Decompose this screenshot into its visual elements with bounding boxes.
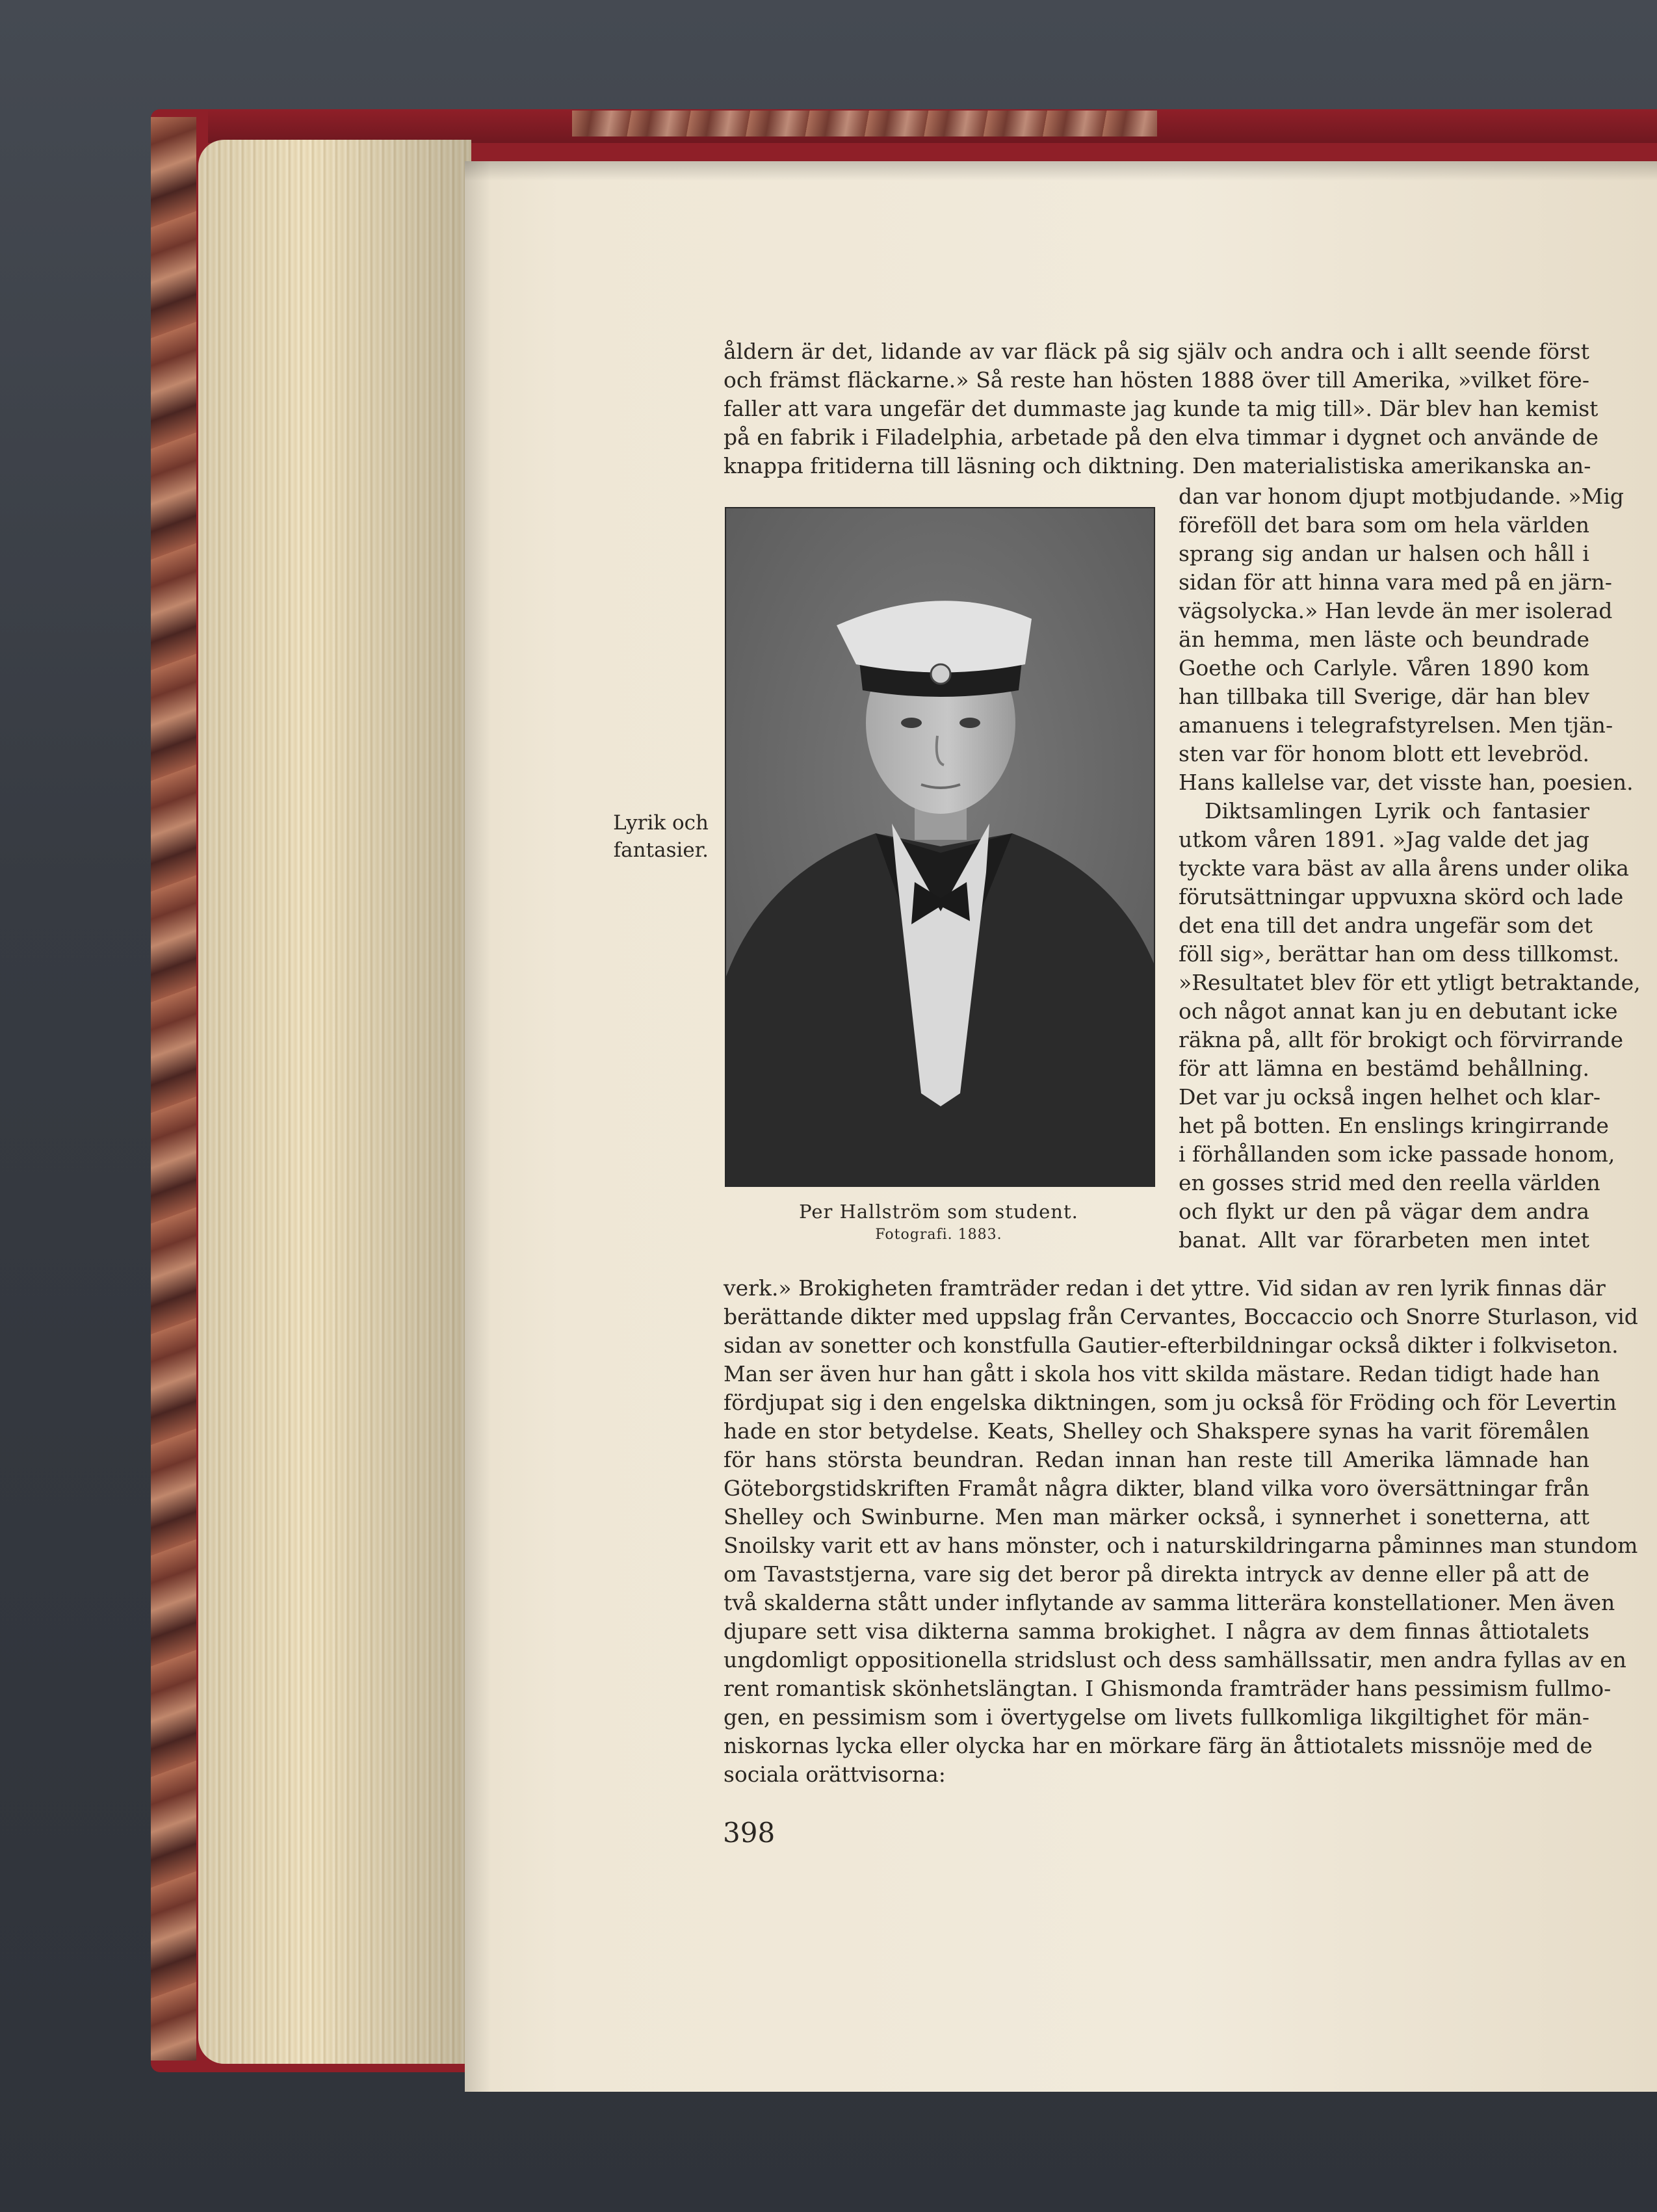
text-line: Diktsamlingen Lyrik och fantasier (1205, 798, 1589, 824)
caption-title: Per Hallström som student. (799, 1201, 1078, 1223)
text-line: han tillbaka till Sverige, där han blev (1179, 684, 1589, 709)
text-line: Göteborgstidskriften Framåt några dikter, bland vilka voro översättningar från (724, 1476, 1589, 1501)
text-line: amanuens i telegrafstyrelsen. Men tjän- (1179, 712, 1613, 738)
text-line: räkna på, allt för brokigt och förvirrande (1179, 1027, 1623, 1052)
text-line: och främst fläckarne.» Så reste han hösten 1888 över till Amerika, »vilket före- (724, 367, 1589, 393)
text-line: sprang sig andan ur halsen och håll i (1179, 541, 1589, 566)
text-line: Det var ju också ingen helhet och klar- (1179, 1084, 1601, 1110)
text-line: sten var för honom blott ett levebröd. (1179, 741, 1589, 766)
text-line: föll sig», berättar han om dess tillkomst. (1179, 941, 1620, 967)
page-number: 398 (723, 1817, 776, 1849)
page-stack-shade (198, 140, 471, 2064)
margin-note-line: fantasier. (613, 839, 709, 862)
text-line: faller att vara ungefär det dummaste jag kunde ta mig till». Där blev han kemist (724, 396, 1598, 421)
text-line: två skalderna stått under inflytande av samma litterära konstellationer. Men även (724, 1590, 1615, 1615)
text-line: »Resultatet blev för ett ytligt betraktande, (1179, 970, 1641, 995)
text-line: Shelley och Swinburne. Men man märker också, i synnerhet i sonetterna, att (724, 1504, 1589, 1529)
text-line: ungdomligt oppositionella stridslust och dess samhällssatir, men andra fyllas av en (724, 1647, 1626, 1672)
text-line: om Tavaststjerna, vare sig det beror på direkta intryck av denne eller på att de (724, 1561, 1589, 1587)
text-line: för att lämna en bestämd behållning. (1179, 1056, 1589, 1081)
text-line: Hans kallelse var, det visste han, poesien. (1179, 770, 1634, 795)
text-line: sidan av sonetter och konstfulla Gautier-efterbildningar också dikter i folkviseton. (724, 1333, 1619, 1358)
text-line: på en fabrik i Filadelphia, arbetade på den elva timmar i dygnet och använde de (724, 424, 1598, 450)
photo-caption (725, 1199, 1153, 1246)
text-line: och något annat kan ju en debutant icke (1179, 998, 1618, 1024)
text-line: rent romantisk skönhetslängtan. I Ghismonda framträder hans pessimism fullmo- (724, 1676, 1611, 1701)
top-marbled-edge (572, 111, 1157, 137)
portrait-photo (725, 507, 1155, 1187)
text-line: än hemma, men läste och beundrade (1179, 627, 1589, 652)
text-line: knappa fritiderna till läsning och diktning. Den materialistiska amerikanska an- (724, 453, 1591, 478)
text-line: het på botten. En enslings kringirrande (1179, 1113, 1609, 1138)
margin-note (572, 809, 709, 864)
text-line: det ena till det andra ungefär som det (1179, 913, 1593, 938)
text-line: föreföll det bara som om hela världen (1179, 512, 1589, 538)
marbled-edge (151, 117, 196, 2061)
page-shadow (465, 161, 1657, 181)
text-line: gen, en pessimism som i övertygelse om livets fullkomliga likgiltighet för män- (724, 1704, 1589, 1730)
text-line: Goethe och Carlyle. Våren 1890 kom (1179, 655, 1589, 681)
margin-note-line: Lyrik och (613, 811, 709, 835)
text-line: banat. Allt var förarbeten men intet (1179, 1227, 1589, 1253)
text-line: utkom våren 1891. »Jag valde det jag (1179, 827, 1589, 852)
text-line: åldern är det, lidande av var fläck på sig själv och andra och i allt seende först (724, 339, 1589, 364)
text-line: Man ser även hur han gått i skola hos vitt skilda mästare. Redan tidigt hade han (724, 1361, 1600, 1386)
text-line: verk.» Brokigheten framträder redan i det yttre. Vid sidan av ren lyrik finnas där (724, 1275, 1606, 1301)
text-line: fördjupat sig i den engelska diktningen, som ju också för Fröding och för Levertin (724, 1390, 1617, 1415)
text-line: för hans största beundran. Redan innan han reste till Amerika lämnade han (724, 1447, 1589, 1472)
text-line: i förhållanden som icke passade honom, (1179, 1141, 1615, 1167)
text-line: djupare sett visa dikterna samma brokighet. I några av dem finnas åttiotalets (724, 1619, 1589, 1644)
text-line: Snoilsky varit ett av hans mönster, och i naturskildringarna påminnes man stundom (724, 1533, 1638, 1558)
text-line: sociala orättvisorna: (724, 1762, 946, 1787)
gutter-shadow (465, 161, 491, 2092)
text-line: sidan för att hinna vara med på en järn- (1179, 569, 1612, 595)
text-line: dan var honom djupt motbjudande. »Mig (1179, 484, 1624, 509)
text-line: tyckte vara bäst av alla årens under olika (1179, 855, 1629, 881)
caption-subtitle: Fotografi. 1883. (875, 1227, 1002, 1243)
text-line: förutsättningar uppvuxna skörd och lade (1179, 884, 1624, 909)
text-line: och flykt ur den på vägar dem andra (1179, 1199, 1589, 1224)
text-line: hade en stor betydelse. Keats, Shelley och Shakspere synas ha varit föremålen (724, 1418, 1589, 1444)
text-line: berättande dikter med uppslag från Cervantes, Boccaccio och Snorre Sturlason, vid (724, 1304, 1638, 1329)
text-line: vägsolycka.» Han levde än mer isolerad (1179, 598, 1613, 623)
text-line: en gosses strid med den reella världen (1179, 1170, 1600, 1195)
text-line: niskornas lycka eller olycka har en mörkare färg än åttiotalets missnöje med de (724, 1733, 1593, 1758)
